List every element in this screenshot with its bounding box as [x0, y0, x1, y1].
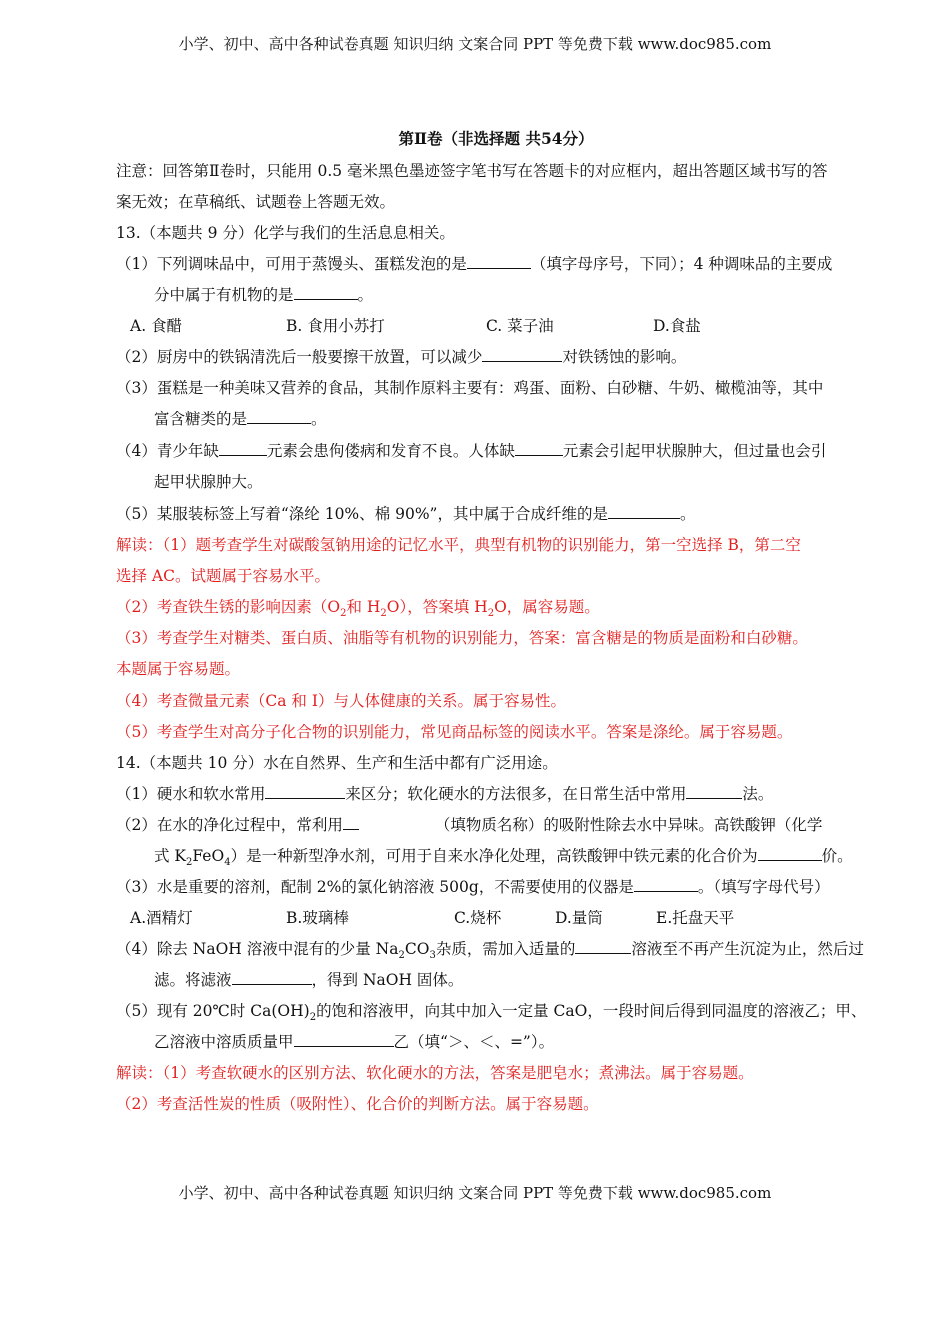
- q14-p1b: 来区分；软化硬水的方法很多，在日常生活中常用: [345, 785, 687, 803]
- q13-blank-7[interactable]: [608, 504, 680, 519]
- q14-blank-8[interactable]: [294, 1032, 394, 1047]
- q13-p4c: 元素会引起甲状腺肿大，但过量也会引: [562, 442, 827, 460]
- q13-part2: [116, 346, 686, 368]
- q13-p1d: 。: [357, 286, 374, 304]
- q13-ans2-sub1: 2: [340, 608, 347, 620]
- q14-p4-sub1: 2: [398, 950, 405, 962]
- q14-opt-e: E.托盘天平: [656, 909, 735, 927]
- page-header: 小学、初中、高中各种试卷真题 知识归纳 文案合同 PPT 等免费下载 www.doc985.com: [178, 35, 772, 53]
- q13-answer-3b: 本题属于容易题。: [116, 660, 241, 678]
- q14-part5-line1: [116, 1000, 866, 1029]
- q14-part2-line1: [116, 814, 822, 836]
- q14-p5d: 乙（填“＞、＜、=”）。: [393, 1033, 555, 1051]
- q13-p2a: （2）厨房中的铁锅清洗后一般要擦干放置，可以减少: [116, 348, 483, 366]
- q13-answer-3a: （3）考查学生对糖类、蛋白质、油脂等有机物的识别能力，答案：富含糖是的物质是面粉和白砂糖。: [116, 629, 808, 647]
- q14-p2d: ）是一种新型净水剂，可用于自来水净化处理，高铁酸钾中铁元素的化合价为: [230, 847, 758, 865]
- q13-p5a: （5）某服装标签上写着“涤纶 10%、棉 90%”，其中属于合成纤维的是: [116, 505, 608, 523]
- q14-p2c-sub2: 4: [224, 857, 231, 869]
- q13-p1b: （填字母序号，下同）；4 种调味品的主要成: [530, 255, 833, 273]
- q13-blank-1[interactable]: [467, 254, 531, 269]
- q14-p5a: （5）现有 20℃时 Ca(OH): [116, 1002, 310, 1020]
- q14-part4-line1: [116, 938, 864, 967]
- notice-line-1: 注意：回答第Ⅱ卷时，只能用 0.5 毫米黑色墨迹签字笔书写在答题卡的对应框内，超出答题区域书写的答: [116, 162, 828, 180]
- q14-blank-3[interactable]: [343, 815, 359, 830]
- q13-p1a: （1）下列调味品中，可用于蒸馒头、蛋糕发泡的是: [116, 255, 467, 273]
- q14-part4-line2: [154, 969, 463, 991]
- q13-blank-6[interactable]: [515, 441, 563, 456]
- q13-ans2-pre: （2）考查铁生锈的影响因素（O: [116, 598, 341, 616]
- q13-opt-a: A. 食醋: [130, 317, 183, 335]
- q13-part4-line1: [116, 440, 826, 462]
- q14-p2c-mid: FeO: [192, 847, 225, 865]
- q13-answer-1a: 解读：（1）题考查学生对碳酸氢钠用途的记忆水平，典型有机物的识别能力，第一空选择 B，第二空: [116, 536, 801, 554]
- q13-part1-line1: [116, 253, 832, 275]
- q14-p5-sub: 2: [309, 1012, 317, 1024]
- q13-answer-5: （5）考查学生对高分子化合物的识别能力，常见商品标签的阅读水平。答案是涤纶。属于容易题。: [116, 723, 793, 741]
- q14-p2c-sub1: 2: [186, 857, 193, 869]
- q14-answer-2: （2）考查活性炭的性质（吸附性）、化合价的判断方法。属于容易题。: [116, 1095, 599, 1113]
- q14-p4-mid: CO: [404, 940, 430, 958]
- q14-p3b: 。（填写字母代号）: [697, 878, 830, 896]
- q13-p3b: 富含糖类的是: [154, 410, 248, 428]
- q14-p5b: 的饱和溶液甲，向其中加入一定量 CaO，一段时间后得到同温度的溶液乙；甲、: [316, 1002, 867, 1020]
- q13-opt-c: C. 菜子油: [486, 317, 554, 335]
- q14-p4a: （4）除去 NaOH 溶液中混有的少量 Na: [116, 940, 399, 958]
- notice-line-2: 案无效；在草稿纸、试题卷上答题无效。: [116, 193, 396, 211]
- q13-ans2-sub3: 2: [487, 608, 495, 620]
- q13-p4a: （4）青少年缺: [116, 442, 219, 460]
- q14-p1c: 法。: [742, 785, 774, 803]
- q14-opt-b: B.玻璃棒: [286, 909, 349, 927]
- q14-opt-a: A.酒精灯: [130, 909, 193, 927]
- q13-part4-line2: 起甲状腺肿大。: [154, 473, 263, 491]
- q13-stem: 13.（本题共 9 分）化学与我们的生活息息相关。: [116, 224, 455, 242]
- q13-ans2-sub2: 2: [380, 608, 387, 620]
- q13-part5: [116, 503, 695, 525]
- q14-p2c: 式 K: [154, 847, 187, 865]
- q14-blank-1[interactable]: [265, 784, 345, 799]
- page-footer: 小学、初中、高中各种试卷真题 知识归纳 文案合同 PPT 等免费下载 www.doc985.com: [178, 1184, 772, 1202]
- q13-p3c: 。: [311, 410, 327, 428]
- q13-opt-b: B. 食用小苏打: [286, 317, 385, 335]
- q14-blank-5[interactable]: [634, 877, 698, 892]
- q14-p4-sub2: 3: [429, 950, 436, 962]
- q13-answer-2: [116, 596, 600, 625]
- q14-p2a: （2）在水的净化过程中，常利用: [116, 816, 343, 834]
- q13-p2b: 对铁锈蚀的影响。: [562, 348, 687, 366]
- q14-p4b: 杂质，需加入适量的: [435, 940, 576, 958]
- q14-blank-7[interactable]: [232, 970, 312, 985]
- q14-p4c: 溶液至不再产生沉淀为止，然后过: [631, 940, 864, 958]
- q14-p1a: （1）硬水和软水常用: [116, 785, 266, 803]
- q13-blank-4[interactable]: [247, 409, 311, 424]
- q14-blank-2[interactable]: [686, 784, 742, 799]
- q14-p3a: （3）水是重要的溶剂，配制 2%的氯化钠溶液 500g，不需要使用的仪器是: [116, 878, 634, 896]
- q14-p2b: （填物质名称）的吸附性除去水中异味。高铁酸钾（化学: [434, 816, 823, 834]
- q13-blank-2[interactable]: [294, 285, 358, 300]
- q14-p2e: 价。: [821, 847, 853, 865]
- q14-p4e: ，得到 NaOH 固体。: [311, 971, 464, 989]
- q14-part2-line2: [154, 845, 853, 874]
- q13-ans2-mid2: O），答案填 H: [386, 598, 488, 616]
- q14-part3: [116, 876, 830, 898]
- q14-part1: [116, 783, 773, 805]
- q13-blank-3[interactable]: [482, 347, 562, 362]
- q13-ans2-mid: 和 H: [346, 598, 381, 616]
- q13-part3-line2: [154, 408, 327, 430]
- q13-p5b: 。: [679, 505, 696, 523]
- q14-answer-1: 解读：（1）考查软硬水的区别方法、软化硬水的方法，答案是肥皂水；煮沸法。属于容易题。: [116, 1064, 754, 1082]
- q14-blank-4[interactable]: [758, 846, 822, 861]
- q14-p4d: 滤。将滤液: [154, 971, 232, 989]
- q13-p4b: 元素会患佝偻病和发育不良。人体缺: [266, 442, 515, 460]
- q13-blank-5[interactable]: [219, 441, 267, 456]
- q13-ans2-post: O，属容易题。: [494, 598, 600, 616]
- q14-opt-d: D.量筒: [555, 909, 603, 927]
- q13-answer-1b: 选择 AC。试题属于容易水平。: [116, 567, 330, 585]
- q13-part1-line2: [154, 284, 373, 306]
- q14-p5c: 乙溶液中溶质质量甲: [154, 1033, 294, 1051]
- q13-answer-4: （4）考查微量元素（Ca 和 I）与人体健康的关系。属于容易性。: [116, 692, 566, 710]
- q13-opt-d: D.食盐: [653, 317, 701, 335]
- section-title: 第Ⅱ卷（非选择题 共54分）: [398, 129, 594, 148]
- q13-p1c: 分中属于有机物的是: [154, 286, 294, 304]
- q14-opt-c: C.烧杯: [454, 909, 502, 927]
- q14-stem: 14.（本题共 10 分）水在自然界、生产和生活中都有广泛用途。: [116, 754, 558, 772]
- q14-blank-6[interactable]: [575, 939, 631, 954]
- q13-part3-line1: （3）蛋糕是一种美味又营养的食品，其制作原料主要有：鸡蛋、面粉、白砂糖、牛奶、橄榄油等，其中: [116, 379, 824, 397]
- q14-part5-line2: [154, 1031, 554, 1053]
